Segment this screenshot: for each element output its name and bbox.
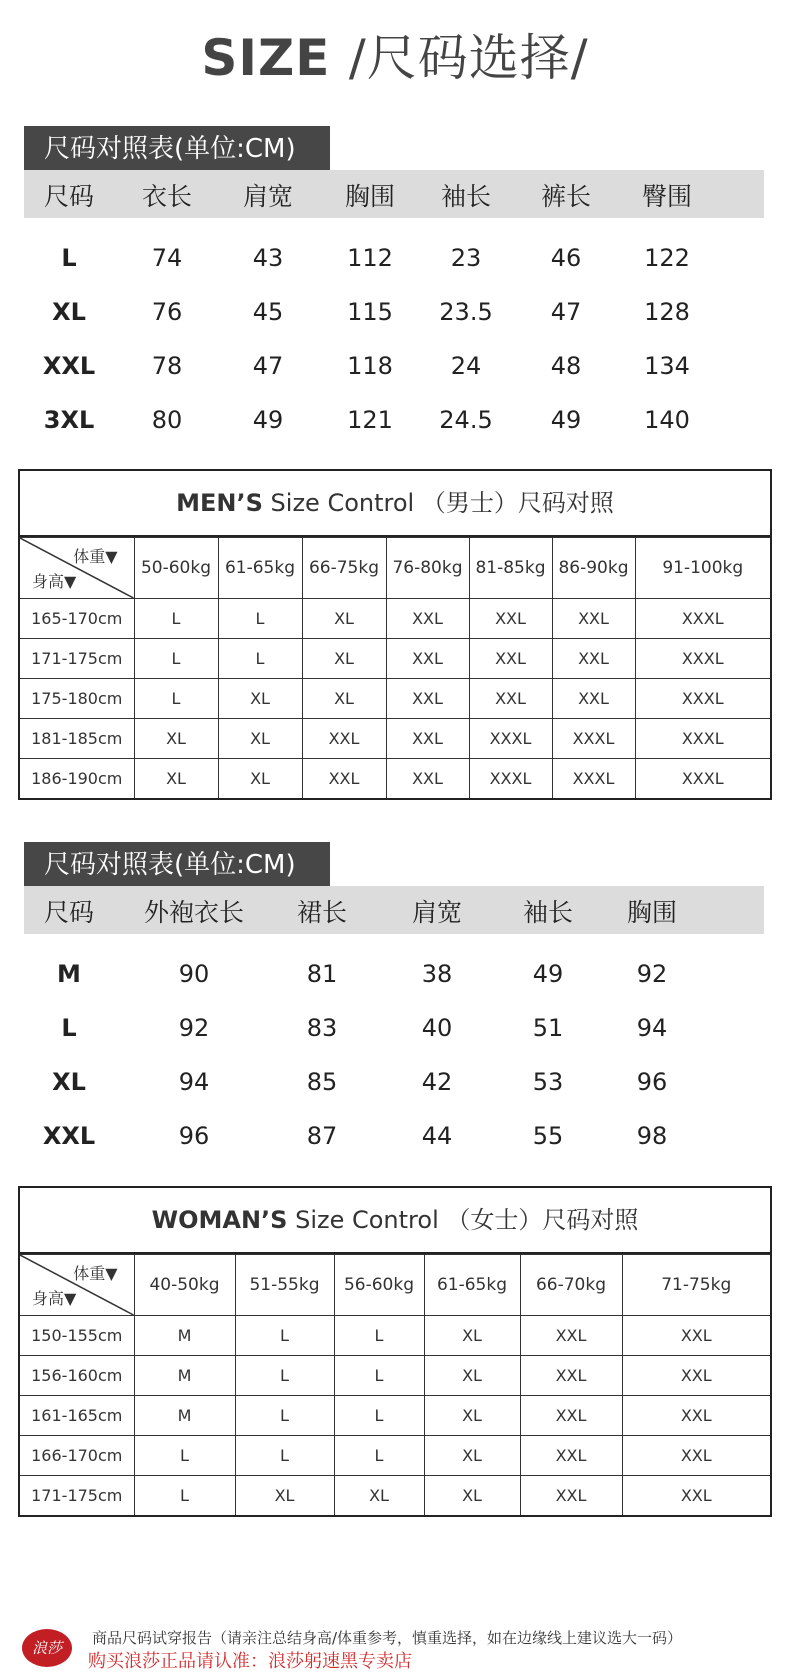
men-control-size-cell: L [134,639,218,679]
men-control-size-cell: XXL [302,719,386,759]
men-control-size-cell: XL [302,679,386,719]
women-control-title-bold: WOMAN’S [151,1206,288,1234]
women-control-row [20,1476,770,1516]
women-control-size-cell: XL [424,1436,520,1476]
men-size-table-header-cell: 衣长 [141,182,193,211]
women-size-table-size-label: XL [52,1068,86,1096]
women-control-row [20,1356,770,1396]
women-control-weight-label: 体重▼ [73,1264,118,1283]
women-size-table-value-cell: 51 [532,1014,564,1042]
men-control-size-cell: XXL [386,719,469,759]
women-control-weight-header: 56-60kg [334,1255,424,1316]
men-control-size-cell: XXL [469,679,552,719]
men-control-height-cell: 175-180cm [20,679,134,719]
men-size-table-size-label: XL [52,298,86,326]
men-size-table-size-label: XXL [42,352,96,380]
men-size-table-header-cell: 肩宽 [242,182,294,211]
men-control-size-cell: XXXL [552,719,635,759]
men-size-table-tag: 尺码对照表(单位:CM) [24,126,330,172]
women-size-table-value-cell: 96 [178,1122,210,1150]
women-size-table-value-cell: 42 [421,1068,453,1096]
men-size-table-value-cell: 48 [550,352,582,380]
men-control-size-cell: XL [218,759,302,799]
men-control-size-cell: XXL [386,639,469,679]
men-size-table-value-cell: 47 [252,352,284,380]
women-size-control-grid [18,1186,772,1517]
men-control-size-cell: XXXL [552,759,635,799]
men-control-size-cell: L [134,599,218,639]
men-size-table-value-cell: 24.5 [439,406,493,434]
men-control-size-cell: XL [302,599,386,639]
women-control-size-cell: XXL [622,1316,770,1356]
women-control-size-cell: XXL [520,1476,622,1516]
women-control-size-cell: XL [424,1396,520,1436]
men-size-table-value-cell: 43 [252,244,284,272]
men-size-table-value-cell: 134 [644,352,690,380]
footer [0,1625,790,1673]
women-control-size-cell: L [334,1356,424,1396]
men-size-table-header-cell: 裤长 [540,182,592,211]
women-control-height-cell: 161-165cm [20,1396,134,1436]
women-control-size-cell: XL [334,1476,424,1516]
footer-store-note: 购买浪莎正品请认准：浪莎躬速黑专卖店 [88,1651,412,1672]
women-control-size-cell: M [134,1316,235,1356]
women-size-table-value-cell: 96 [636,1068,668,1096]
men-control-size-cell: XL [218,719,302,759]
men-control-size-cell: XXL [552,679,635,719]
women-control-size-cell: M [134,1356,235,1396]
women-control-size-cell: XXL [622,1396,770,1436]
men-size-table-value-cell: 47 [550,298,582,326]
women-control-title [20,1188,770,1254]
men-size-table-value-cell: 49 [252,406,284,434]
men-control-weight-header: 76-80kg [386,538,469,599]
women-control-weight-header: 51-55kg [235,1255,334,1316]
men-control-size-cell: XL [302,639,386,679]
women-control-size-cell: L [334,1396,424,1436]
women-control-size-cell: L [235,1396,334,1436]
men-control-size-cell: L [218,599,302,639]
women-size-table-value-cell: 98 [636,1122,668,1150]
women-control-size-cell: L [334,1436,424,1476]
men-size-table-value-cell: 80 [151,406,183,434]
women-control-size-cell: L [134,1476,235,1516]
men-control-weight-header: 61-65kg [218,538,302,599]
women-control-size-cell: M [134,1396,235,1436]
women-control-height-cell: 171-175cm [20,1476,134,1516]
women-size-table-value-cell: 87 [306,1122,338,1150]
women-control-size-cell: XXL [520,1436,622,1476]
men-size-table-value-cell: 128 [644,298,690,326]
women-size-table-value-cell: 94 [178,1068,210,1096]
men-control-weight-header: 86-90kg [552,538,635,599]
men-control-height-label: 身高▼ [32,572,77,591]
men-control-size-cell: L [134,679,218,719]
women-control-title-rest: Size Control （女士）尺码对照 [287,1206,639,1234]
men-control-title-bold: MEN’S [176,489,263,517]
men-control-size-cell: XXXL [635,679,770,719]
women-size-table-value-cell: 85 [306,1068,338,1096]
women-control-size-cell: XXL [622,1356,770,1396]
men-control-size-cell: XXL [469,599,552,639]
page-title [0,18,790,90]
women-control-row [20,1316,770,1356]
men-control-weight-header: 50-60kg [134,538,218,599]
men-size-table-value-cell: 118 [347,352,393,380]
men-control-title [20,471,770,537]
women-size-table-header-cell: 肩宽 [411,898,463,927]
men-control-table [20,537,770,798]
women-size-table-value-cell: 94 [636,1014,668,1042]
women-size-table-value-cell: 40 [421,1014,453,1042]
men-control-height-cell: 165-170cm [20,599,134,639]
women-size-table-header-cell: 裙长 [296,898,348,927]
men-size-table-value-cell: 46 [550,244,582,272]
men-control-weight-header: 91-100kg [635,538,770,599]
title-main: SIZE [201,29,331,87]
men-control-title-rest: Size Control （男士）尺码对照 [262,489,614,517]
men-size-table-header-cell: 尺码 [43,182,95,211]
women-control-size-cell: XXL [520,1316,622,1356]
women-size-table-value-cell: 49 [532,960,564,988]
men-control-row [20,679,770,719]
women-size-table-value-cell: 92 [636,960,668,988]
men-size-table-value-cell: 76 [151,298,183,326]
men-control-size-cell: XXL [386,759,469,799]
men-control-size-cell: XXL [552,599,635,639]
women-control-weight-header: 40-50kg [134,1255,235,1316]
men-size-table-value-cell: 140 [644,406,690,434]
men-control-size-cell: XL [218,679,302,719]
men-control-size-cell: XXL [386,679,469,719]
men-size-control-grid [18,469,772,800]
men-control-row [20,639,770,679]
women-control-corner-cell [20,1255,134,1316]
men-control-size-cell: XL [134,719,218,759]
men-size-table-header-cell: 袖长 [440,182,492,211]
men-control-row [20,759,770,799]
men-size-table-value-cell: 112 [347,244,393,272]
women-control-size-cell: L [235,1356,334,1396]
women-size-table-size-label: XXL [42,1122,96,1150]
men-size-table-size-label: L [61,244,77,272]
men-control-row [20,719,770,759]
women-control-row [20,1436,770,1476]
women-control-size-cell: L [334,1316,424,1356]
men-control-size-cell: XL [134,759,218,799]
women-size-table-value-cell: 81 [306,960,338,988]
men-control-row [20,599,770,639]
men-control-size-cell: XXL [469,639,552,679]
men-control-corner-cell [20,538,134,599]
women-control-size-cell: XXL [622,1476,770,1516]
women-control-height-cell: 166-170cm [20,1436,134,1476]
men-control-size-cell: XXXL [635,759,770,799]
men-size-table-value-cell: 122 [644,244,690,272]
footer-note: 商品尺码试穿报告（请亲注总结身高/体重参考，慎重选择，如在边缘线上建议选大一码） [92,1629,683,1647]
men-control-size-cell: XXXL [635,719,770,759]
men-control-height-cell: 181-185cm [20,719,134,759]
women-size-table-value-cell: 44 [421,1122,453,1150]
men-control-height-cell: 171-175cm [20,639,134,679]
men-control-size-cell: L [218,639,302,679]
men-control-size-cell: XXXL [469,759,552,799]
women-control-weight-header: 71-75kg [622,1255,770,1316]
women-control-table [20,1254,770,1515]
women-size-table-value-cell: 92 [178,1014,210,1042]
women-size-table-header-cell: 外袍衣长 [143,898,245,927]
women-control-size-cell: L [235,1436,334,1476]
women-control-height-label: 身高▼ [32,1289,77,1308]
women-control-size-cell: XL [424,1316,520,1356]
men-control-size-cell: XXXL [469,719,552,759]
men-size-table-header-cell: 臀围 [641,182,693,211]
women-size-table-value-cell: 83 [306,1014,338,1042]
men-control-weight-header: 66-75kg [302,538,386,599]
men-control-weight-label: 体重▼ [73,547,118,566]
men-size-table-value-cell: 45 [252,298,284,326]
men-size-table-header-cell: 胸围 [344,182,396,211]
women-control-weight-header: 61-65kg [424,1255,520,1316]
women-control-height-cell: 150-155cm [20,1316,134,1356]
men-control-size-cell: XXXL [635,639,770,679]
men-size-table-value-cell: 23 [450,244,482,272]
women-size-table-value-cell: 53 [532,1068,564,1096]
men-size-table-value-cell: 24 [450,352,482,380]
women-size-table-header-cell: 袖长 [522,898,574,927]
women-size-table-value-cell: 90 [178,960,210,988]
women-size-table-value-cell: 38 [421,960,453,988]
women-control-weight-header: 66-70kg [520,1255,622,1316]
women-control-size-cell: XXL [520,1396,622,1436]
men-size-table-value-cell: 23.5 [439,298,493,326]
men-size-table-value-cell: 121 [347,406,393,434]
women-control-height-cell: 156-160cm [20,1356,134,1396]
women-control-size-cell: L [134,1436,235,1476]
women-control-size-cell: XL [424,1356,520,1396]
women-size-table-header-cell: 尺码 [43,898,95,927]
men-control-height-cell: 186-190cm [20,759,134,799]
women-size-table-header-cell: 胸围 [626,898,678,927]
women-control-size-cell: XL [424,1476,520,1516]
men-control-size-cell: XXL [386,599,469,639]
women-size-table-value-cell: 55 [532,1122,564,1150]
men-size-table-size-label: 3XL [43,406,95,434]
men-control-size-cell: XXXL [635,599,770,639]
brand-logo: 浪莎 [22,1629,72,1667]
men-control-size-cell: XXL [302,759,386,799]
women-control-size-cell: XXL [520,1356,622,1396]
men-size-table-value-cell: 49 [550,406,582,434]
title-rest: /尺码选择/ [348,29,589,87]
women-control-size-cell: XXL [622,1436,770,1476]
men-control-weight-header: 81-85kg [469,538,552,599]
men-size-table-value-cell: 115 [347,298,393,326]
men-size-table-value-cell: 74 [151,244,183,272]
men-control-size-cell: XXL [552,639,635,679]
women-control-size-cell: L [235,1316,334,1356]
women-size-table-size-label: M [57,960,81,988]
women-control-size-cell: XL [235,1476,334,1516]
women-size-table-tag: 尺码对照表(单位:CM) [24,842,330,888]
women-size-table-size-label: L [61,1014,77,1042]
women-control-row [20,1396,770,1436]
men-size-table-value-cell: 78 [151,352,183,380]
